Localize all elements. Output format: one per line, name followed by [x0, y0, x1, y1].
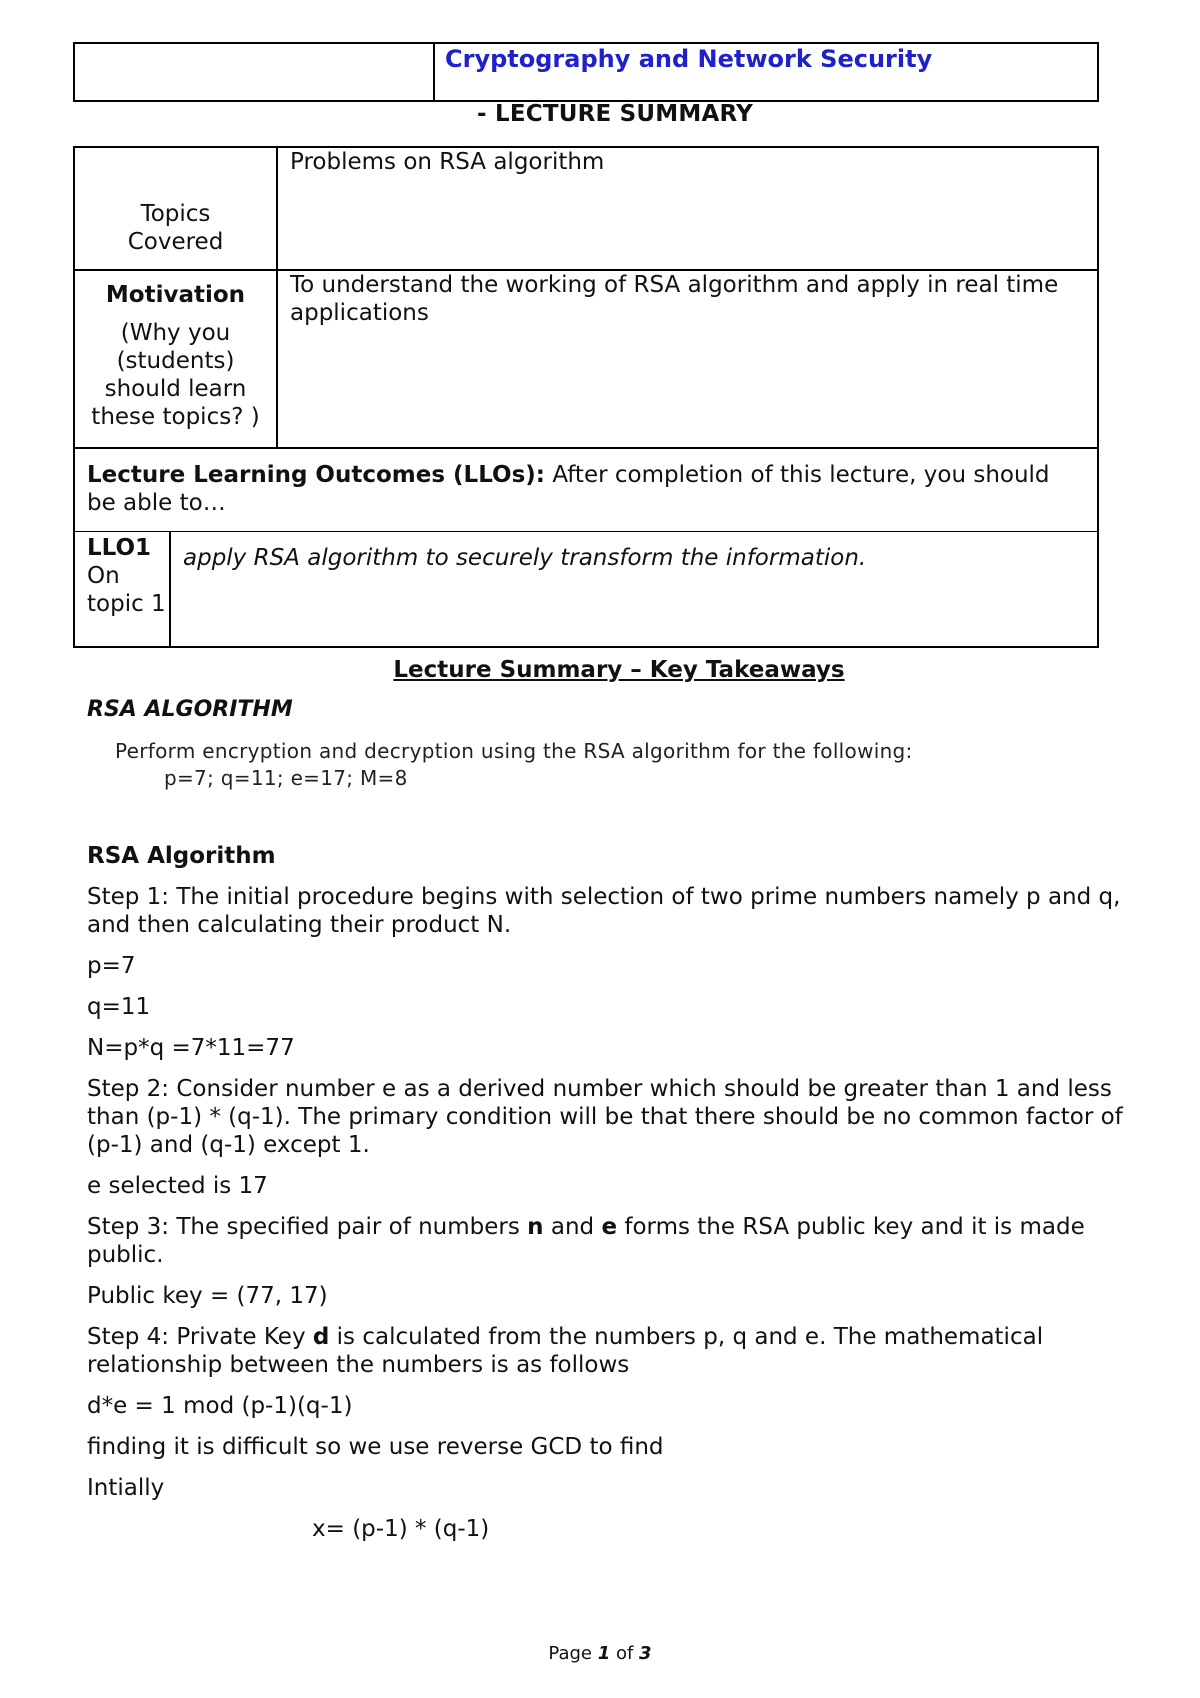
llo1-row	[75, 532, 1097, 646]
rsa-section-title: RSA ALGORITHM	[87, 697, 293, 722]
step-4: Step 4: Private Key d is calculated from the numbers p, q and e. The mathematical relationship between the numbers is as follows	[87, 1324, 1044, 1378]
topics-label: Topics Covered	[75, 148, 278, 269]
course-title: Cryptography and Network Security	[445, 45, 933, 73]
finding-note: finding it is difficult so we use reverse GCD to find	[87, 1434, 664, 1460]
llo-heading: Lecture Learning Outcomes (LLOs): After completion of this lecture, you should be able to…	[87, 462, 1050, 516]
header-table	[73, 42, 1099, 102]
motivation-label: Motivation (Why you (students) should learn these topics? )	[75, 271, 278, 447]
llo1-label: LLO1 On topic 1	[75, 532, 171, 646]
header-left-cell	[75, 44, 435, 100]
step-3: Step 3: The specified pair of numbers n and e forms the RSA public key and it is made public.	[87, 1214, 1085, 1268]
n-value: N=p*q =7*11=77	[87, 1035, 295, 1061]
lecture-summary-title: - LECTURE SUMMARY	[477, 101, 753, 127]
llo-heading-row	[75, 449, 1097, 532]
summary-table	[73, 146, 1099, 648]
key-takeaways-title: Lecture Summary – Key Takeaways	[393, 657, 845, 683]
q-value: q=11	[87, 994, 151, 1020]
motivation-value: To understand the working of RSA algorithm and apply in real time applications	[290, 272, 1059, 326]
problem-statement: Perform encryption and decryption using the RSA algorithm for the following: p=7; q=11; e=17; M=8	[115, 739, 913, 790]
topics-row	[75, 148, 1097, 271]
e-selected: e selected is 17	[87, 1173, 268, 1199]
topics-value: Problems on RSA algorithm	[290, 149, 605, 175]
page-footer: Page 1 of 3	[548, 1643, 652, 1664]
motivation-row	[75, 271, 1097, 449]
page-total: 3	[639, 1643, 652, 1664]
initially-label: Intially	[87, 1475, 165, 1501]
p-value: p=7	[87, 953, 136, 979]
public-key: Public key = (77, 17)	[87, 1283, 328, 1309]
step-2: Step 2: Consider number e as a derived number which should be greater than 1 and less than (p-1) * (q-1). The primary condition will be that there should be no common factor of (p-1) and (q-1) except 1.	[87, 1076, 1123, 1158]
de-equation: d*e = 1 mod (p-1)(q-1)	[87, 1393, 353, 1419]
x-equation: x= (p-1) * (q-1)	[312, 1516, 490, 1542]
rsa-heading: RSA Algorithm	[87, 843, 276, 869]
llo1-value: apply RSA algorithm to securely transform the information.	[183, 545, 867, 571]
step-1: Step 1: The initial procedure begins with selection of two prime numbers namely p and q, and then calculating their product N.	[87, 884, 1121, 938]
page-number: 1	[597, 1643, 611, 1664]
rsa-steps	[87, 842, 1127, 1556]
